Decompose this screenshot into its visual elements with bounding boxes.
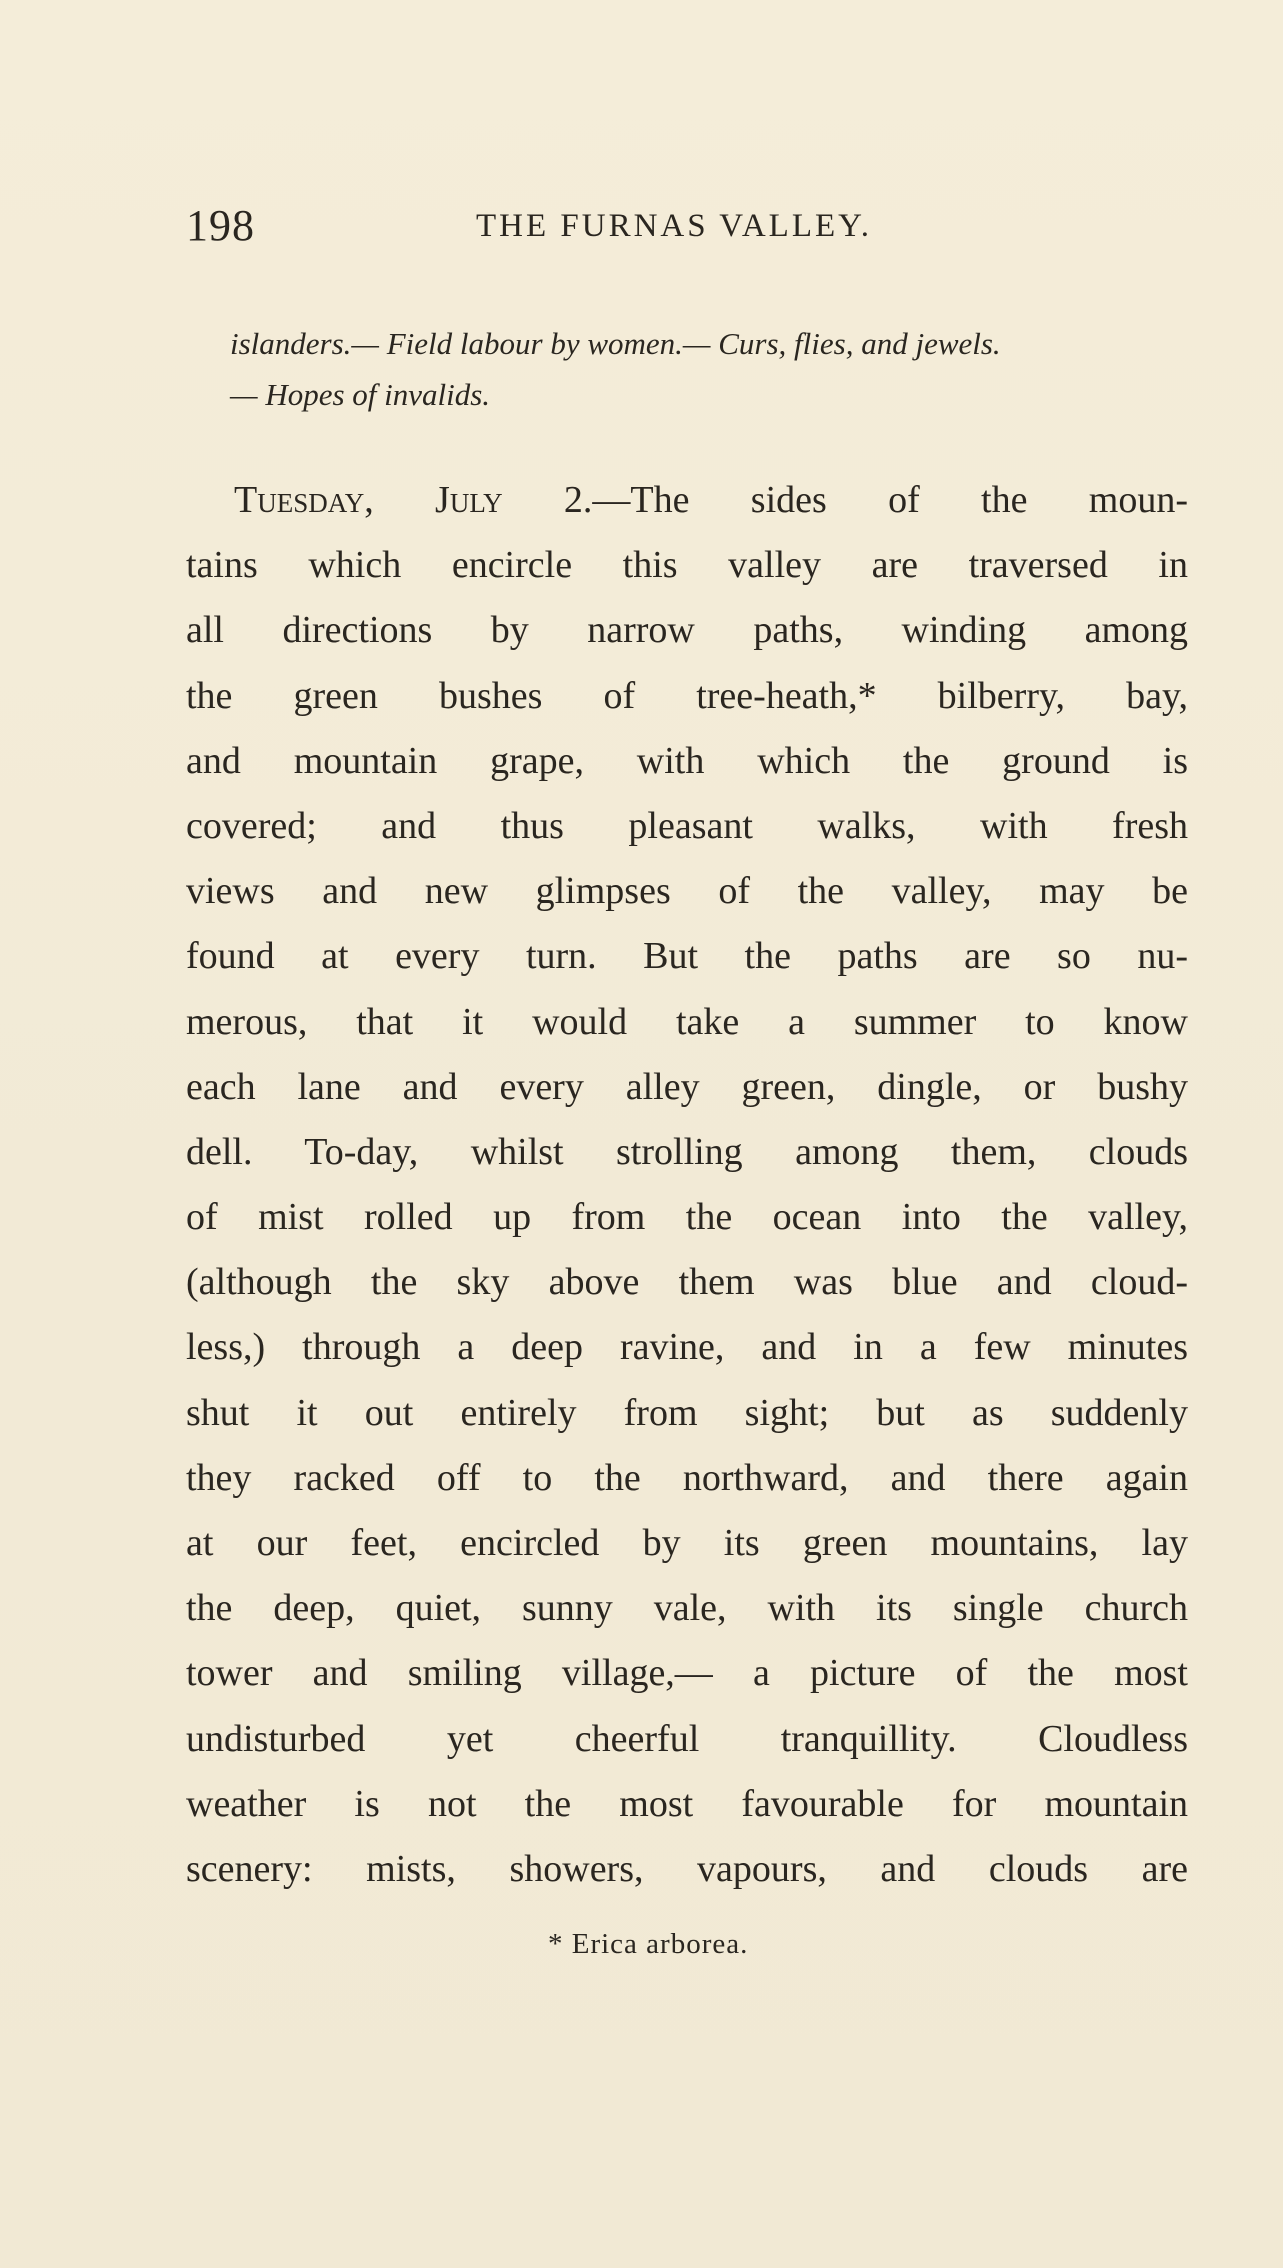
body-line: shut it out entirely from sight; but as suddenly: [186, 1391, 1188, 1434]
body-line: views and new glimpses of the valley, may be: [186, 870, 1188, 913]
body-line: covered; and thus pleasant walks, with fresh: [186, 804, 1188, 847]
summary-line: — Hopes of invalids.: [230, 377, 491, 412]
body-line: weather is not the most favourable for mountain: [186, 1782, 1188, 1825]
date-heading: Tuesday, July 2.: [234, 479, 593, 521]
body-line: undisturbed yet cheerful tranquillity. Cloudless: [186, 1717, 1188, 1760]
body-line: [186, 468, 1188, 533]
body-line-text: —The sides of the moun-: [592, 479, 1188, 521]
body-line: scenery: mists, showers, vapours, and clouds are: [186, 1847, 1188, 1890]
chapter-summary: [230, 318, 1190, 420]
body-line: dell. To-day, whilst strolling among them, clouds: [186, 1130, 1188, 1173]
body-line: of mist rolled up from the ocean into the valley,: [186, 1196, 1188, 1239]
page-header: [186, 200, 1166, 260]
body-text: [186, 468, 1188, 1902]
body-line: tower and smiling village,— a picture of the most: [186, 1652, 1188, 1695]
body-line: (although the sky above them was blue and cloud-: [186, 1261, 1188, 1304]
body-line: each lane and every alley green, dingle, or bushy: [186, 1065, 1188, 1108]
body-line: and mountain grape, with which the ground is: [186, 739, 1188, 782]
running-title: THE FURNAS VALLEY.: [476, 208, 872, 244]
page-number: 198: [186, 201, 255, 250]
body-line: found at every turn. But the paths are so nu-: [186, 935, 1188, 978]
body-line: the green bushes of tree-heath,* bilberry, bay,: [186, 674, 1188, 717]
body-line: merous, that it would take a summer to know: [186, 1000, 1188, 1043]
footnote: * Erica arborea.: [548, 1928, 749, 1960]
body-line: they racked off to the northward, and there again: [186, 1456, 1188, 1499]
body-line: all directions by narrow paths, winding among: [186, 609, 1188, 652]
body-line: less,) through a deep ravine, and in a few minutes: [186, 1326, 1188, 1369]
body-line: at our feet, encircled by its green mountains, lay: [186, 1522, 1188, 1564]
body-line: the deep, quiet, sunny vale, with its single church: [186, 1587, 1188, 1630]
summary-line: islanders.— Field labour by women.— Curs, flies, and jewels.: [230, 326, 1001, 361]
body-line: tains which encircle this valley are traversed in: [186, 544, 1188, 587]
